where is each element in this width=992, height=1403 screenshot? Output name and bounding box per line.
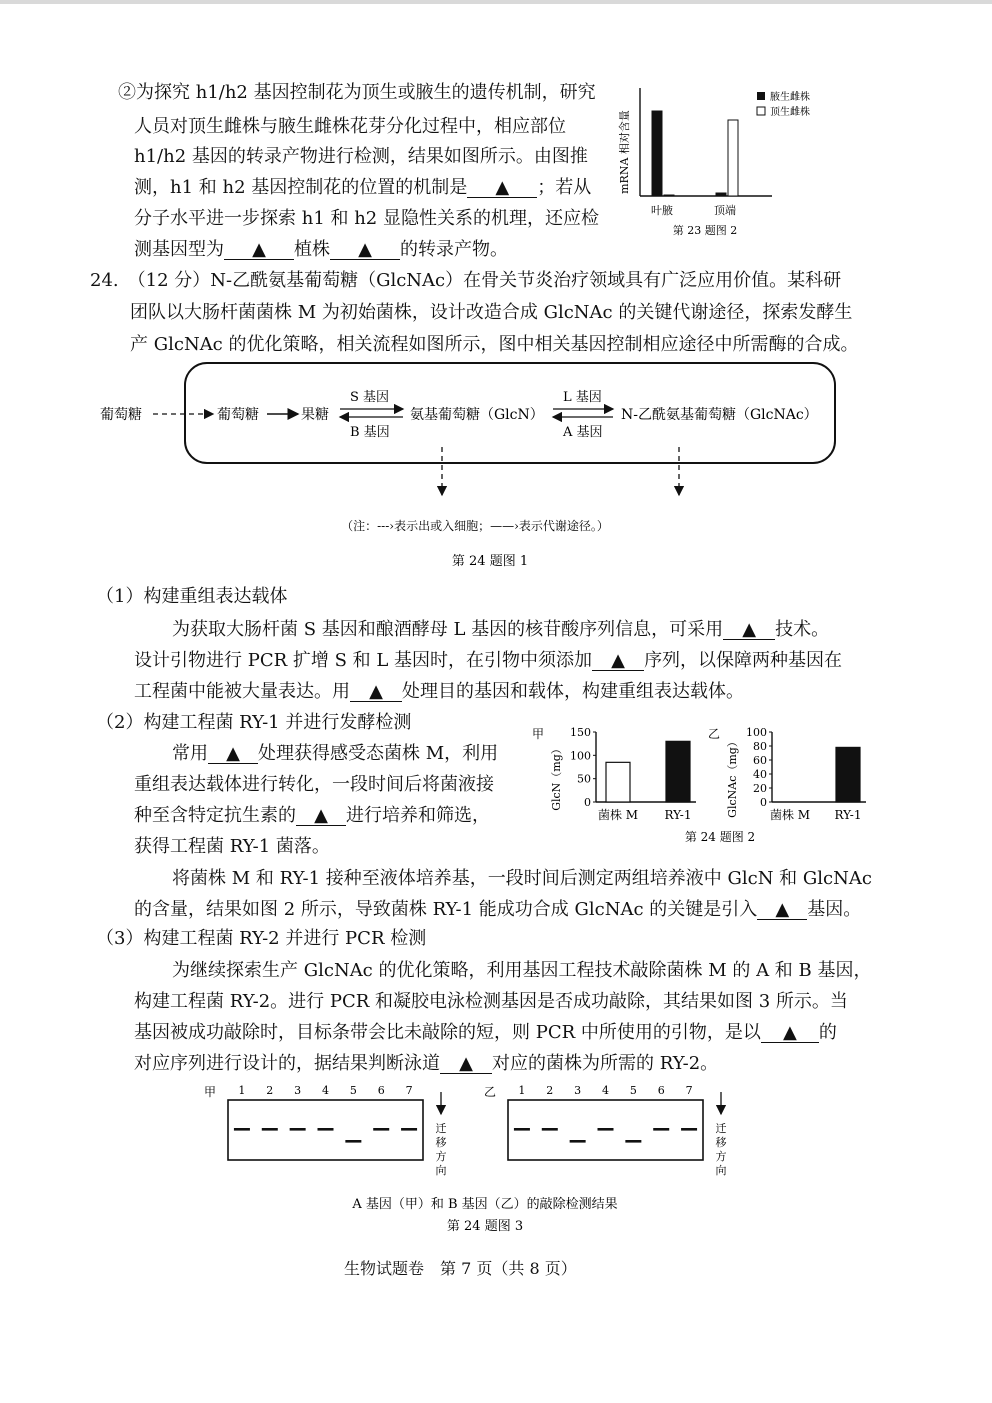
text: 常用	[172, 743, 208, 764]
chart-glcnac	[708, 726, 866, 822]
lane-number: 5	[629, 1084, 637, 1097]
text: 基因。	[807, 899, 862, 920]
glcnac-label: N-乙酰氨基葡萄糖（GlcNAc）	[621, 407, 818, 423]
migration-label-char: 方	[715, 1150, 727, 1163]
bars-group	[652, 111, 738, 196]
q23-bar-chart	[600, 80, 860, 245]
b-gene-label: B 基因	[350, 425, 390, 440]
x-tick-label: 顶端	[714, 204, 736, 217]
answer-blank[interactable]: ▲	[224, 241, 294, 260]
text: 基因被成功敲除时，目标条带会比未敲除的短，则 PCR 中所使用的引物，是以	[134, 1022, 761, 1043]
text: 对应序列进行设计的，据结果判断泳道	[134, 1053, 440, 1074]
answer-blank[interactable]: ▲	[208, 745, 258, 764]
q24-pathway-diagram	[95, 355, 855, 585]
q23-line-4	[134, 177, 591, 199]
answer-blank[interactable]: ▲	[723, 621, 775, 640]
x-tick-label: RY-1	[664, 808, 692, 822]
lane-number: 7	[405, 1084, 413, 1097]
y-ticks	[570, 726, 596, 809]
glcn-label: 氨基葡萄糖（GlcN）	[410, 407, 544, 423]
q23-line-6b: 植株	[294, 239, 330, 260]
migration-label-char: 迁	[435, 1122, 447, 1135]
x-tick-label: 菌株 M	[769, 808, 811, 822]
text: 工程菌中能被大量表达。用	[134, 681, 350, 702]
part2-line-4: 获得工程菌 RY-1 菌落。	[134, 836, 330, 857]
bar-1	[666, 741, 690, 802]
a-gene-label: A 基因	[563, 425, 603, 440]
lane-number: 6	[377, 1084, 385, 1097]
text: 的	[818, 1022, 837, 1043]
q23-line-6	[134, 239, 508, 261]
glucose-label: 葡萄糖	[217, 407, 259, 423]
part3-line-3	[134, 1022, 837, 1044]
s-gene-label: S 基因	[350, 390, 390, 405]
gel-band	[373, 1128, 389, 1131]
gel-a	[204, 1084, 447, 1177]
x-tick-label: RY-1	[834, 808, 862, 822]
chart-glcn	[532, 726, 696, 822]
answer-blank[interactable]: ▲	[761, 1024, 819, 1043]
bar-1-0	[716, 193, 726, 196]
lane-number: 4	[322, 1084, 329, 1097]
legend-label-axillary: 腋生雌株	[770, 92, 810, 103]
answer-blank[interactable]: ▲	[330, 241, 400, 260]
x-tick-label: 叶腋	[651, 204, 673, 217]
gel-band	[318, 1128, 334, 1131]
part2-line-6	[134, 899, 861, 921]
bar-0	[606, 762, 630, 802]
l-gene-label: L 基因	[563, 390, 602, 405]
lane-number: 2	[266, 1084, 274, 1097]
part2-line-1	[172, 743, 498, 765]
migration-label-char: 向	[435, 1164, 447, 1177]
bar-1	[836, 747, 860, 802]
figure-caption: 第 23 题图 2	[672, 224, 738, 237]
gel-band	[401, 1128, 417, 1131]
y-tick-label: 0	[584, 796, 591, 809]
gel-band	[234, 1128, 250, 1131]
q23-line-3: h1/h2 基因的转录产物进行检测，结果如图所示。由图推	[134, 146, 588, 167]
q23-line-4a: 测，h1 和 h2 基因控制花的位置的机制是	[134, 177, 468, 198]
text: 的含量，结果如图 2 所示，导致菌株 RY-1 能成功合成 GlcNAc 的关键是引入	[134, 899, 758, 920]
lane-number: 6	[657, 1084, 665, 1097]
scan-edge	[0, 0, 992, 4]
lane-number: 1	[518, 1084, 526, 1097]
lane-number: 1	[238, 1084, 246, 1097]
lane-number: 7	[685, 1084, 693, 1097]
text: 对应的菌株为所需的 RY-2。	[492, 1053, 719, 1074]
text: 处理目的基因和载体，构建重组表达载体。	[402, 681, 744, 702]
text: 进行培养和筛选，	[346, 805, 490, 826]
lane-number: 3	[294, 1084, 302, 1097]
part3-line-2: 构建工程菌 RY-2。进行 PCR 和凝胶电泳检测基因是否成功敲除，其结果如图 3 所示。当	[134, 991, 848, 1012]
part1-line-1	[172, 619, 829, 641]
part3-heading: （3）构建工程菌 RY-2 并进行 PCR 检测	[96, 928, 427, 949]
figure-caption: 第 24 题图 1	[451, 554, 529, 569]
answer-blank[interactable]: ▲	[350, 683, 402, 702]
panel-label: 乙	[708, 727, 721, 741]
gel-band	[542, 1128, 558, 1131]
bar-0-0	[652, 111, 662, 196]
migration-label-char: 方	[435, 1150, 447, 1163]
answer-blank[interactable]: ▲	[440, 1055, 492, 1074]
part1-line-3	[134, 681, 744, 703]
y-axis-label: mRNA 相对含量	[618, 110, 631, 194]
text: 为获取大肠杆菌 S 基因和酿酒酵母 L 基因的核苷酸序列信息，可采用	[172, 619, 724, 640]
migration-label-char: 移	[715, 1136, 727, 1149]
lane-number: 4	[602, 1084, 609, 1097]
diagram-note: （注：---›表示出或入细胞；——›表示代谢途径。）	[341, 519, 609, 533]
text: 技术。	[775, 619, 830, 640]
page-footer: 生物试题卷 第 7 页（共 8 页）	[344, 1259, 577, 1278]
answer-blank[interactable]: ▲	[757, 901, 807, 920]
y-axis-label: GlcN（mg）	[550, 743, 563, 811]
gel-band	[653, 1128, 669, 1131]
legend-label-terminal: 顶生雌株	[770, 107, 810, 118]
lane-number: 5	[349, 1084, 357, 1097]
part2-line-2: 重组表达载体进行转化，一段时间后将菌液接	[134, 774, 494, 795]
migration-label-char: 移	[435, 1136, 447, 1149]
gel-band	[625, 1140, 641, 1143]
q23-line-1: ②为探究 h1/h2 基因控制花为顶生或腋生的遗传机制，研究	[118, 82, 596, 103]
q24-intro-3: 产 GlcNAc 的优化策略，相关流程如图所示，图中相关基因控制相应途径中所需酶的合成。	[130, 334, 859, 355]
part2-line-3	[134, 805, 490, 827]
y-tick-label: 100	[570, 749, 591, 763]
gel-band	[570, 1140, 586, 1143]
q23-line-6c: 的转录产物。	[400, 239, 508, 260]
y-tick-label: 40	[753, 768, 767, 781]
panel-label: 甲	[204, 1085, 217, 1099]
part2-heading: （2）构建工程菌 RY-1 并进行发酵检测	[96, 712, 412, 733]
y-tick-label: 100	[746, 726, 767, 739]
answer-blank[interactable]: ▲	[592, 652, 644, 671]
bar-1-1	[728, 120, 738, 196]
y-tick-label: 0	[760, 796, 767, 809]
q23-line-5: 分子水平进一步探索 h1 和 h2 显隐性关系的机理，还应检	[134, 208, 599, 229]
q23-line-2: 人员对顶生雌株与腋生雌株花芽分化过程中，相应部位	[134, 116, 566, 137]
q23-line-6a: 测基因型为	[134, 239, 224, 260]
y-axis-label: GlcNAc（mg）	[726, 736, 739, 818]
q24-gel-figure	[200, 1080, 760, 1245]
y-tick-label: 20	[753, 782, 767, 795]
q24-intro-1: 24. （12 分）N-乙酰氨基葡萄糖（GlcNAc）在骨关节炎治疗领域具有广泛应用价值。某科研	[90, 270, 842, 291]
text: 序列，以保障两种基因在	[644, 650, 843, 671]
migration-label-char: 迁	[715, 1122, 727, 1135]
lane-number: 3	[574, 1084, 582, 1097]
figure-caption: 第 24 题图 2	[684, 830, 756, 844]
migration-label-char: 向	[715, 1164, 727, 1177]
y-tick-label: 50	[577, 772, 591, 786]
bars-group	[836, 747, 860, 802]
text: 种至含特定抗生素的	[134, 805, 296, 826]
bar-0-1	[664, 195, 674, 196]
gel-band	[262, 1128, 278, 1131]
gel-band	[598, 1128, 614, 1131]
part2-line-5: 将菌株 M 和 RY-1 接种至液体培养基，一段时间后测定两组培养液中 GlcN 和 GlcNAc	[172, 868, 872, 889]
legend-swatch-terminal	[757, 107, 765, 115]
gel-band	[514, 1128, 530, 1131]
text: 处理获得感受态菌株 M，利用	[258, 743, 499, 764]
fructose-label: 果糖	[301, 407, 329, 423]
gel-band	[345, 1140, 361, 1143]
part1-heading: （1）构建重组表达载体	[96, 586, 288, 607]
gel-band	[290, 1128, 306, 1131]
bars-group	[606, 741, 690, 802]
panel-label: 乙	[484, 1085, 497, 1099]
part3-line-1: 为继续探索生产 GlcNAc 的优化策略，利用基因工程技术敲除菌株 M 的 A 和 B 基因，	[172, 960, 872, 981]
text: 设计引物进行 PCR 扩增 S 和 L 基因时，在引物中须添加	[134, 650, 593, 671]
part3-line-4	[134, 1053, 718, 1075]
lane-number: 2	[546, 1084, 554, 1097]
outside-glucose-label: 葡萄糖	[100, 407, 142, 423]
q24-intro-2: 团队以大肠杆菌菌株 M 为初始菌株，设计改造合成 GlcNAc 的关键代谢途径，探索发酵生	[130, 302, 853, 323]
answer-blank[interactable]: ▲	[296, 807, 346, 826]
q23-line-4b: ；若从	[537, 177, 592, 198]
y-tick-label: 150	[570, 726, 591, 739]
legend-swatch-axillary	[757, 92, 765, 100]
y-tick-label: 80	[753, 740, 767, 753]
q24-fig2-charts	[530, 722, 875, 852]
answer-blank[interactable]: ▲	[467, 179, 537, 198]
gel-subtitle: A 基因（甲）和 B 基因（乙）的敲除检测结果	[352, 1197, 618, 1212]
gel-b	[484, 1084, 727, 1177]
panel-label: 甲	[532, 727, 545, 741]
part1-line-2	[134, 650, 842, 672]
y-ticks	[746, 726, 772, 809]
y-tick-label: 60	[753, 754, 767, 767]
x-tick-label: 菌株 M	[597, 808, 639, 822]
figure-caption: 第 24 题图 3	[446, 1219, 524, 1234]
gel-band	[681, 1128, 697, 1131]
